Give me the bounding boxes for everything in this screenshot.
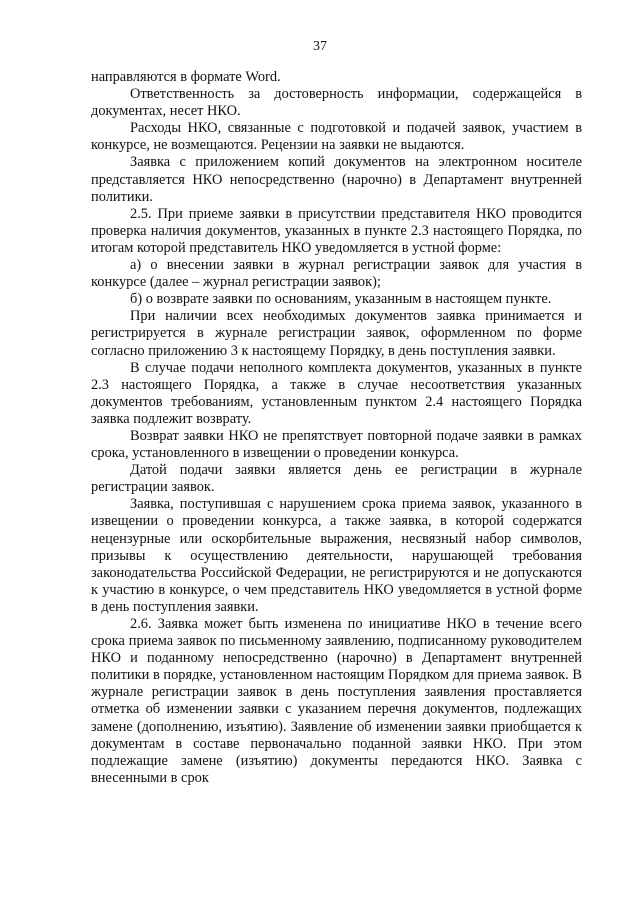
paragraph-return: Возврат заявки НКО не препятствует повторной подаче заявки в рамках срока, установленного в извещении о проведении конкурса.	[91, 427, 582, 462]
document-body	[91, 69, 582, 787]
paragraph-violation: Заявка, поступившая с нарушением срока приема заявок, указанного в извещении о проведении конкурса, а также заявка, в которой содержатся нецензурные или оскорбительные выражения, несвязный набор символов, призывы к осуществлению деятельности, нарушающей требования законодательства Российской Федерации, не регистрируются и не допускаются к участию в конкурсе, о чем представитель НКО уведомляется в устной форме в день поступления заявки.	[91, 496, 582, 615]
paragraph-filing-date: Датой подачи заявки является день ее регистрации в журнале регистрации заявок.	[91, 462, 582, 496]
paragraph-continuation: направляются в формате Word.	[91, 69, 281, 85]
paragraph-registration: При наличии всех необходимых документов заявка принимается и регистрируется в журнале регистрации заявок, оформленном по форме согласно приложению 3 к настоящему Порядку, в день поступления заявки.	[91, 308, 582, 359]
paragraph-item-b: б) о возврате заявки по основаниям, указанным в настоящем пункте.	[130, 291, 552, 308]
paragraph-submission: Заявка с приложением копий документов на электронном носителе представляется НКО непосредственно (нарочно) в Департамент внутренней политики.	[91, 154, 582, 205]
page-number: 37	[313, 39, 327, 54]
paragraph-item-a: а) о внесении заявки в журнал регистрации заявок для участия в конкурсе (далее – журнал регистрации заявок);	[91, 257, 582, 291]
paragraph-incomplete: В случае подачи неполного комплекта документов, указанных в пункте 2.3 настоящего Порядка, а также в случае несоответствия указанных документов требованиям, установленным пунктом 2.4 настоящего Порядка заявка подлежит возврату.	[91, 359, 582, 427]
paragraph-section-2-5: 2.5. При приеме заявки в присутствии представителя НКО проводится проверка наличия документов, указанных в пункте 2.3 настоящего Порядка, по итогам которой представитель НКО уведомляется в устной форме:	[91, 205, 582, 256]
paragraph-responsibility: Ответственность за достоверность информации, содержащейся в документах, несет НКО.	[91, 86, 582, 120]
paragraph-expenses: Расходы НКО, связанные с подготовкой и подачей заявок, участием в конкурсе, не возмещаются. Рецензии на заявки не выдаются.	[91, 120, 582, 154]
paragraph-section-2-6: 2.6. Заявка может быть изменена по инициативе НКО в течение всего срока приема заявок по письменному заявлению, подписанному руководителем НКО и поданному непосредственно (нарочно) в Департамент внутренней политики в порядке, установленном настоящим Порядком для приема заявок. В журнале регистрации заявок в день поступления заявления проставляется отметка об изменении заявки с указанием перечня документов, подлежащих замене (дополнению, изъятию). Заявление об изменении заявки приобщается к документам в составе первоначально поданной заявки НКО. При этом подлежащие замене (изъятию) документы передаются НКО. Заявка с внесенными в срок	[91, 616, 582, 786]
